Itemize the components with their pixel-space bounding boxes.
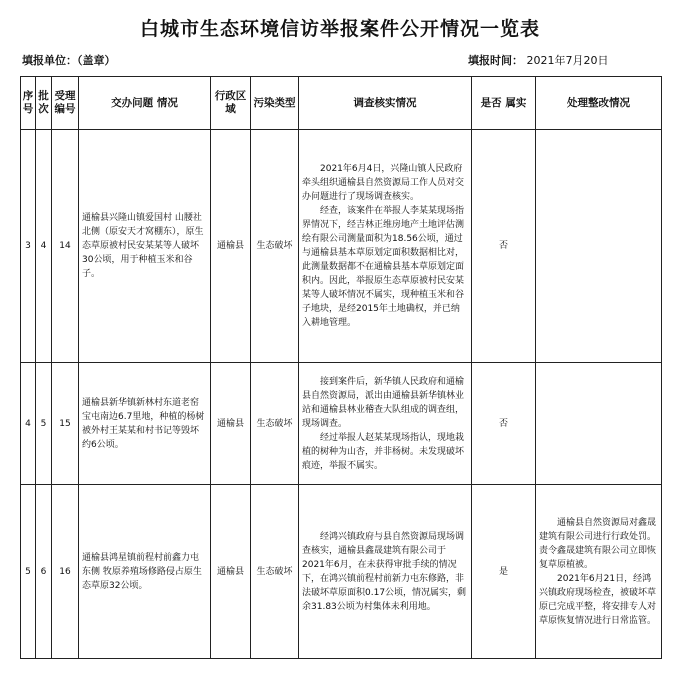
cell-issue: 通榆县兴隆山镇爱国村 山腰社北侧（原安天才窝棚东），原生态草原被村民安某某等人破坏30公顷，用于种植玉米和谷子。 — [79, 130, 211, 363]
report-time — [468, 52, 609, 68]
cell-batch: 4 — [36, 130, 52, 363]
col-header-handling: 处理整改情况 — [536, 77, 662, 130]
report-time-label: 填报时间： — [468, 54, 523, 67]
cell-pollution: 生态破坏 — [251, 363, 299, 485]
cell-is-true: 是 — [472, 485, 536, 659]
cell-accept-no: 14 — [52, 130, 79, 363]
cell-region: 通榆县 — [211, 130, 251, 363]
table-row — [21, 130, 662, 363]
col-header-pollution: 污染类型 — [251, 77, 299, 130]
cell-issue: 通榆县鸿星镇前程村前鑫力屯东侧 牧原养殖场修路侵占原生态草原32公顷。 — [79, 485, 211, 659]
cell-pollution: 生态破坏 — [251, 130, 299, 363]
cell-handling — [536, 130, 662, 363]
investigation-paragraph: 经查，该案件在举报人李某某现场指界情况下，经吉林正维房地产土地评估测绘有限公司测量面积为18.56公顷，通过与通榆县基本草原划定面积数据相比对，此测量数据都不在通榆县基本草原划定面积内。因此，举报原生态草原被村民安某某等人破坏情况不属实，现种植玉米和谷子地块，是经2015年土地确权，并已纳入耕地管理。 — [302, 206, 465, 328]
cell-accept-no: 16 — [52, 485, 79, 659]
cell-pollution: 生态破坏 — [251, 485, 299, 659]
investigation-paragraph: 经过举报人赵某某现场指认，现地栽植的树种为山杏，并非杨树。未发现破坏痕迹，举报不属实。 — [302, 432, 465, 471]
col-header-seq: 序号 — [21, 77, 36, 130]
cell-batch: 5 — [36, 363, 52, 485]
report-time-value: 2021年7月20日 — [526, 54, 609, 67]
cell-seq: 4 — [21, 363, 36, 485]
cell-accept-no: 15 — [52, 363, 79, 485]
cell-region: 通榆县 — [211, 485, 251, 659]
cell-handling — [536, 485, 662, 659]
cell-investigation — [299, 363, 472, 485]
cases-table — [20, 76, 662, 659]
cell-issue: 通榆县新华镇新林村东道老窑宝屯南边6.7里地，种植的杨树被外村王某某和村书记等毁坏约6公顷。 — [79, 363, 211, 485]
cell-seq: 5 — [21, 485, 36, 659]
investigation-paragraph: 接到案件后，新华镇人民政府和通榆县自然资源局，派出由通榆县新华镇林业站和通榆县林业稽查大队组成的调查组，现场调查。 — [302, 376, 465, 429]
col-header-investigation: 调查核实情况 — [299, 77, 472, 130]
table-header-row — [21, 77, 662, 130]
cell-investigation — [299, 485, 472, 659]
cell-seq: 3 — [21, 130, 36, 363]
col-header-is-true: 是否 属实 — [472, 77, 536, 130]
report-unit: 填报单位：（盖章） — [22, 54, 116, 67]
investigation-paragraph: 经鸿兴镇政府与县自然资源局现场调查核实，通榆县鑫晟建筑有限公司于2021年6月，在未获得审批手续的情况下，在鸿兴镇前程村前新力屯东修路，非法破坏草原面积0.17公顷，情况属实，剩余31.83公顷为村集体未利用地。 — [302, 531, 467, 612]
table-row — [21, 485, 662, 659]
handling-paragraph: 通榆县自然资源局对鑫晟建筑有限公司进行行政处罚。责令鑫晟建筑有限公司立即恢复草原植被。 — [539, 517, 657, 570]
col-header-accept-no: 受理编号 — [52, 77, 79, 130]
cell-handling — [536, 363, 662, 485]
handling-paragraph: 2021年6月21日，经鸿兴镇政府现场检查，被破坏草原已完成平整，将安排专人对草原恢复情况进行日常监管。 — [539, 573, 657, 626]
cell-is-true: 否 — [472, 130, 536, 363]
col-header-region: 行政区域 — [211, 77, 251, 130]
cell-batch: 6 — [36, 485, 52, 659]
investigation-paragraph: 2021年6月4日，兴隆山镇人民政府牵头组织通榆县自然资源局工作人员对交办问题进行了现场调查核实。 — [302, 164, 465, 202]
col-header-batch: 批次 — [36, 77, 52, 130]
col-header-issue: 交办问题 情况 — [79, 77, 211, 130]
cell-investigation — [299, 130, 472, 363]
document-title: 白城市生态环境信访举报案件公开情况一览表 — [139, 18, 540, 40]
table-row — [21, 363, 662, 485]
cell-region: 通榆县 — [211, 363, 251, 485]
cell-is-true: 否 — [472, 363, 536, 485]
